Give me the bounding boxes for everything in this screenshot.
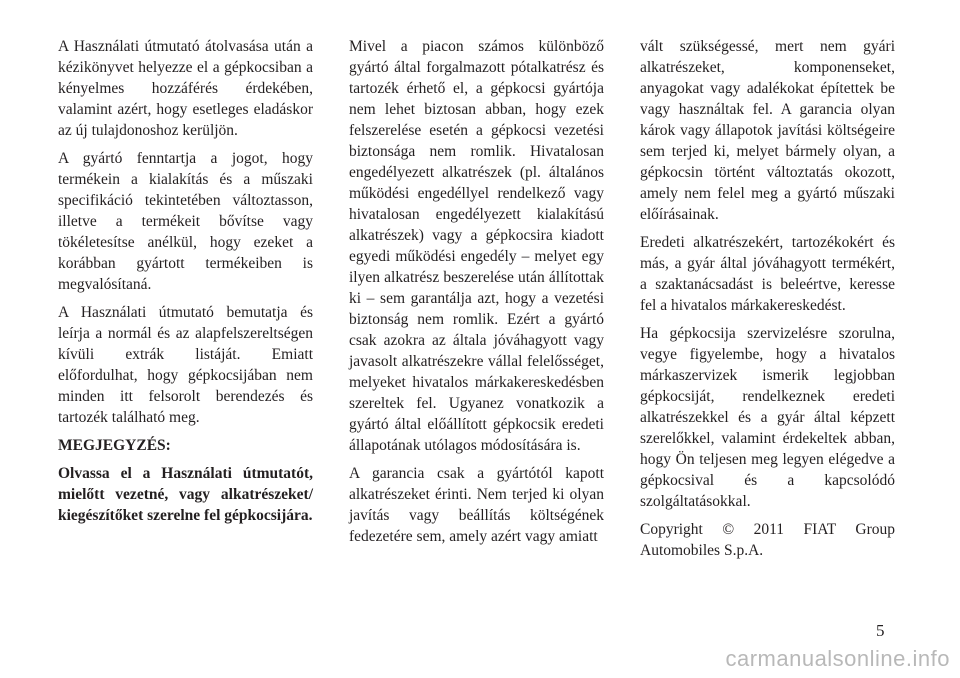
text-column-3 bbox=[640, 36, 895, 568]
paragraph: A Használati útmutató átolvasása után a kézikönyvet helyezze el a gépkocsiban a kényelmes hozzáférés érdekében, valamint azért, hogy esetleges eladáskor az új tulajdonoshoz kerüljön. bbox=[58, 38, 313, 139]
note-heading: MEGJEGYZÉS: bbox=[58, 437, 171, 454]
paragraph: Eredeti alkatrészekért, tartozékokért és más, a gyár által jóváhagyott termékért, a szaktanácsadást is beleértve, keresse fel a hivatalos márkakereskedést. bbox=[640, 234, 895, 314]
note-text: Olvassa el a Használati útmutatót, mielőtt vezetné, vagy alkatrészeket/ kiegészítőket szerelne fel gépkocsijára. bbox=[58, 465, 313, 524]
watermark-text: carmanualsonline.info bbox=[725, 646, 950, 671]
paragraph: vált szükségessé, mert nem gyári alkatrészeket, komponenseket, anyagokat vagy adalékokat építettek be vagy használtak fel. A garancia olyan károk vagy állapotok javítási költségeire sem terjed ki, melyet bármely olyan, a gépkocsin történt változtatás okozott, amely nem felel meg a gyártó műszaki előírásainak. bbox=[640, 38, 895, 223]
text-column-2 bbox=[349, 36, 604, 554]
page-number: 5 bbox=[876, 621, 885, 640]
copyright-text: Copyright © 2011 FIAT Group Automobiles S.p.A. bbox=[640, 521, 895, 559]
paragraph: A garancia csak a gyártótól kapott alkatrészeket érinti. Nem terjed ki olyan javítás vagy beállítás költségének fedezetére sem, amely azért vagy amiatt bbox=[349, 465, 604, 545]
paragraph: A Használati útmutató bemutatja és leírja a normál és az alapfelszereltségen kívüli extrák listáját. Emiatt előfordulhat, hogy gépkocsijában nem minden itt felsorolt berendezés és tartozék található meg. bbox=[58, 304, 313, 426]
paragraph: Mivel a piacon számos különböző gyártó által forgalmazott pótalkatrész és tartozék érhető el, a gépkocsi gyártója nem lehet biztosan abban, hogy ezek felszerelése esetén a gépkocsi vezetési biztonsága nem romlik. Hivatalosan engedélyezett alkatrészek (pl. általános működési engedéllyel rendelkező vagy hivatalosan engedélyezett kialakítású alkatrészek) vagy a gépkocsira kiadott egyedi működési engedély – melyet egy ilyen alkatrész beszerelése után állítottak ki – sem garantálja azt, hogy a vezetési biztonság nem romlik. Ezért a gyártó csak azokra az általa jóváhagyott vagy javasolt alkatrészekre vállal felelősséget, melyeket hivatalos márkakereskedésben szereltek fel. Ugyanez vonatkozik a gyártó által előállított gépkocsik eredeti állapotának utólagos módosítására is. bbox=[349, 38, 604, 454]
paragraph: A gyártó fenntartja a jogot, hogy termékein a kialakítás és a műszaki specifikáció tekintetében változtasson, illetve a termékeit bővítse vagy tökéletesítse anélkül, hogy ezeket a korábban gyártott termékeiben is megvalósítaná. bbox=[58, 150, 313, 293]
text-column-1 bbox=[58, 36, 313, 533]
paragraph: Ha gépkocsija szervizelésre szorulna, vegye figyelembe, hogy a hivatalos márkaszervizek ismerik legjobban gépkocsiját, rendelkeznek eredeti alkatrészekkel és a gyár által képzett szerelőkkel, valamint érdekeltek abban, hogy Ön teljesen meg legyen elégedve a gépkocsival és a kapcsolódó szolgáltatásokkal. bbox=[640, 325, 895, 510]
